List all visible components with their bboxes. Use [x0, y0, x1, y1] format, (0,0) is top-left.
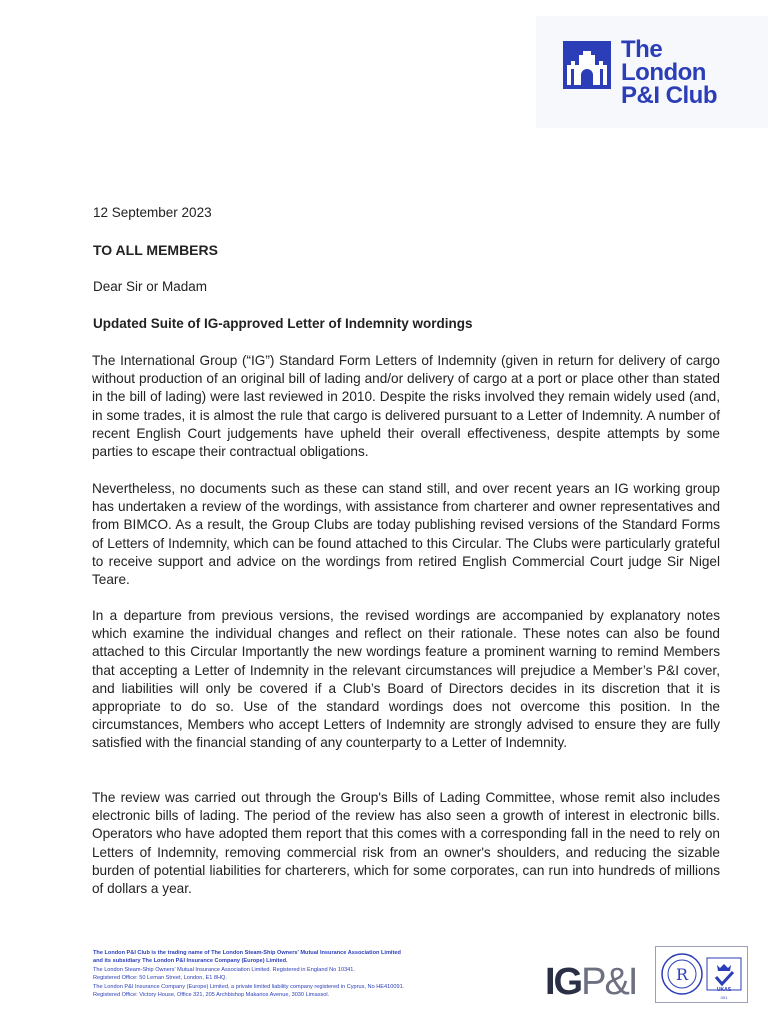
- footer-line-2: and its subsidiary The London P&I Insurance Company (Europe) Limited.: [93, 958, 288, 965]
- body-paragraph-3: In a departure from previous versions, the revised wordings are accompanied by explanatory notes which examine the individual changes and reflect on their rationale. These notes can also be found attached to this Circular Importantly the new wordings feature a prominent warning to remind Members that accepting a Letter of Indemnity in the relevant circumstances will prejudice a Member’s P&I cover, and liabilities will only be covered if a Club’s Board of Directors decides in its discretion that it is appropriate to do so. Use of the standard wordings does not overcome this position. In the circumstances, Members who accept Letters of Indemnity are strongly advised to ensure they are fully satisfied with the financial standing of any counterparty to a Letter of Indemnity.: [92, 608, 720, 751]
- addressee: TO ALL MEMBERS: [93, 242, 218, 258]
- logo-line-1: The: [621, 36, 663, 63]
- salutation: Dear Sir or Madam: [93, 279, 208, 294]
- ukas-label: UKAS: [716, 987, 732, 993]
- certification-badges: [655, 946, 748, 1003]
- body-paragraph-1: The International Group (“IG”) Standard Form Letters of Indemnity (given in return for delivery of cargo without production of an original bill of lading and/or delivery of cargo at a port or place other than stated in the bill of lading) were last reviewed in 2010. Despite the risks involved they remain widely used (and, in some trades, it is almost the rule that cargo is delivered pursuant to a Letter of Indemnity. A number of recent English Court judgements have upheld their overall effectiveness, despite attempts by some parties to escape their contractual obligations.: [92, 353, 720, 460]
- footer-line-1: The London P&I Club is the trading name of The London Steam-Ship Owners' Mutual Insurance Association Limited: [93, 950, 401, 956]
- castle-logo-icon: [563, 41, 611, 89]
- footer-legal-text: [93, 949, 533, 999]
- footer-line-6: Registered Office: Victory House, Office 321, 205 Archbishop Makarios Avenue, 3030 Limassol.: [93, 992, 330, 999]
- body-paragraph-2: Nevertheless, no documents such as these can stand still, and over recent years an IG working group has undertaken a review of the wordings, with assistance from charterer and owner representatives and from BIMCO. As a result, the Group Clubs are today publishing revised versions of the Standard Forms of Letters of Indemnity, which can be found attached to this Circular. The Clubs were particularly grateful to receive support and advice on the wordings from retired English Commercial Court judge Sir Nigel Teare.: [92, 481, 720, 588]
- letter-date: 12 September 2023: [93, 205, 212, 220]
- logo-line-2: London: [621, 59, 706, 86]
- footer-line-4: Registered Office: 50 Leman Street, London, E1 8HQ.: [93, 975, 227, 982]
- footer-line-5: The London P&I Insurance Company (Europe) Limited, a private limited liability company registered in Cyprus, No HE410091.: [93, 983, 405, 990]
- logo-line-3: P&I Club: [621, 82, 717, 109]
- ukas-number: 001: [720, 995, 728, 1000]
- club-logo-text: [621, 38, 717, 107]
- svg-text:R: R: [675, 965, 689, 984]
- registered-certification-icon: [660, 951, 704, 998]
- body-paragraph-4: The review was carried out through the Group's Bills of Lading Committee, whose remit also includes electronic bills of lading. The period of the review has also seen a growth of interest in electronic bills. Operators who have adopted them report that this comes with a corresponding fall in the need to rely on Letters of Indemnity, removing commercial risk from an owner's shoulders, and reducing the sizable burden of potential liabilities for charterers, which for some corporates, can run into hundreds of millions of dollars a year.: [92, 790, 720, 897]
- ig-logo-pi: P&I: [581, 961, 637, 1003]
- ig-pi-logo: [545, 962, 636, 1002]
- letter-subject: Updated Suite of IG-approved Letter of Indemnity wordings: [93, 316, 473, 331]
- ig-logo-ig: IG: [545, 961, 582, 1003]
- footer-line-3: The London Steam-Ship Owners' Mutual Insurance Association Limited. Registered in England No 10341.: [93, 966, 355, 973]
